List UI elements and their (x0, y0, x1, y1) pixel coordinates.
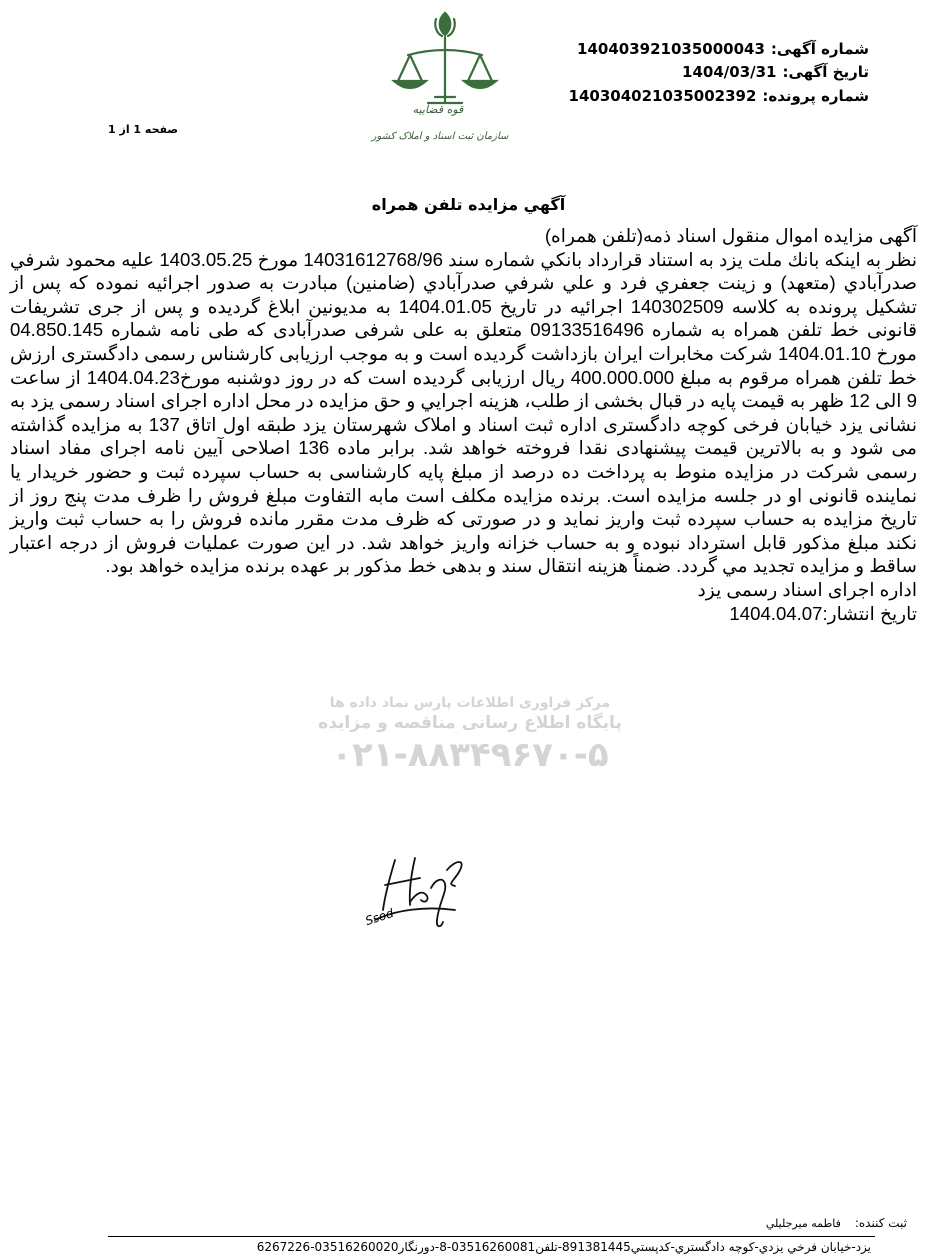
ad-number-label: شماره آگهی: (770, 40, 869, 58)
footer-address: یزد-خيابان فرخي يزدي-كوچه دادگستري-كدپستي891381445-تلفن03516260081-8-دورنگار03516260020-6267226 (256, 1240, 871, 1254)
watermark-line-1: مرکز فراوری اطلاعات پارس نماد داده ها (329, 695, 611, 711)
ad-date-label: تاریخ آگهی: (782, 63, 869, 81)
ad-number-line (577, 40, 869, 58)
signature-icon (355, 840, 485, 950)
emblem-caption-organization: سازمان ثبت اسناد و املاک کشور (371, 131, 509, 142)
judiciary-emblem-logo (371, 5, 510, 155)
registrar-name: فاطمه ميرجليلي (765, 1217, 841, 1230)
registrar-line (766, 1216, 907, 1230)
handwritten-signature (355, 840, 485, 950)
case-number-value: 140304021035002392 (568, 87, 757, 105)
announcement-body (10, 224, 917, 625)
page-title: آگهي مزايده تلفن همراه (371, 195, 566, 214)
ad-number-value: 14040392103500004‌3 (577, 40, 765, 58)
issuing-office: اداره اجرای اسناد رسمی یزد (697, 578, 917, 600)
publish-date-label: تاریخ انتشار: (822, 602, 917, 624)
publish-date-line (10, 602, 917, 626)
watermark-line-2: پایگاه اطلاع رسانی مناقصه و مزایده (318, 713, 622, 733)
publish-date-value: 1404.04.07 (729, 602, 823, 624)
page-number: صفحه 1 از 1 (108, 123, 179, 136)
emblem-caption-judiciary: قوه قضاییه (412, 103, 464, 116)
case-number-label: شماره پرونده: (762, 87, 869, 105)
ad-date-line (682, 63, 869, 81)
watermark-phone: ۰۲۱-۸۸۳۴۹۶۷۰-۵ (331, 735, 609, 775)
signature-text: Ssod (363, 905, 396, 929)
footer-divider (108, 1236, 875, 1237)
registrar-label: ثبت كننده: (854, 1216, 907, 1230)
case-number-line (569, 87, 869, 105)
body-intro: آگهی مزایده اموال منقول اسناد ذمه(تلفن همراه) (544, 225, 917, 246)
ad-date-value: 1404/03/31 (682, 63, 777, 81)
body-paragraph: نظر به اينكه بانك ملت یزد به استناد قرارداد بانكي شماره سند 14031612768/96 مورخ 1403.05.25 عليه محمود شرفي صدرآبادي (متعهد) و زینت جعفري فرد و علي شرفي صدرآبادي (ضامنين) مبادرت به صدور اجرائيه نموده كه پس از تشكيل پرونده به كلاسه 140302509 اجرائيه در تاريخ 1404.01.05 به مديونين ابلاغ گرديده و پس از جری تشریفات قانونی خط تلفن همراه به شماره 09133516496 متعلق به علی شرفی صدرآبادی که طی نامه شماره 04.850.145 مورخ 1404.01.10 شرکت مخابرات ایران بازداشت گردیده است و به موجب ارزیابی کارشناس رسمی دادگستری ارزش خط تلفن همراه مرقوم به مبلغ 400.000.000 ریال ارزیابی گردیده است که در روز دوشنبه مورخ1404.04.23 از ساعت 9 الی 12 ظهر به قیمت پایه در قبال بخشی از طلب، هزينه اجرايي و حق مزايده در محل اداره اجرای اسناد رسمی یزد به نشانی یزد خیابان فرخی کوچه دادگستری اداره ثبت اسناد و املاک شهرستان یزد طبقه اول اتاق 137 به مزايده گذاشته می شود و به بالاترين قيمت پیشنهادی نقدا فروخته خواهد شد. برابر ماده 136 اصلاحی آيين نامه اجرای مفاد اسناد رسمی شرکت در مزایده منوط به پرداخت ده درصد از مبلغ پایه کارشناسی به حساب سپرده ثبت و حضور خریدار یا نماینده قانونی او در جلسه مزایده است. برنده مزايده مکلف است مابه التفاوت مبلغ فروش را ظرف مدت پنج روز از تاريخ مزايده به حساب سپرده ثبت واريز نمايد و در صورتی که ظرف مدت مقرر مانده فروش را به حساب ثبت واریز نکند مبلغ مذکور قابل استرداد نبوده و به حساب خزانه واريز خواهد شد. در اين صورت عمليات فروش از درجه اعتبار ساقط و مزايده تجديد مي گردد. ضمناً هزينه انتقال سند و بدهی خط مذکور بر عهده برنده مزايده خواهد بود. (10, 248, 917, 577)
watermark (260, 695, 680, 775)
